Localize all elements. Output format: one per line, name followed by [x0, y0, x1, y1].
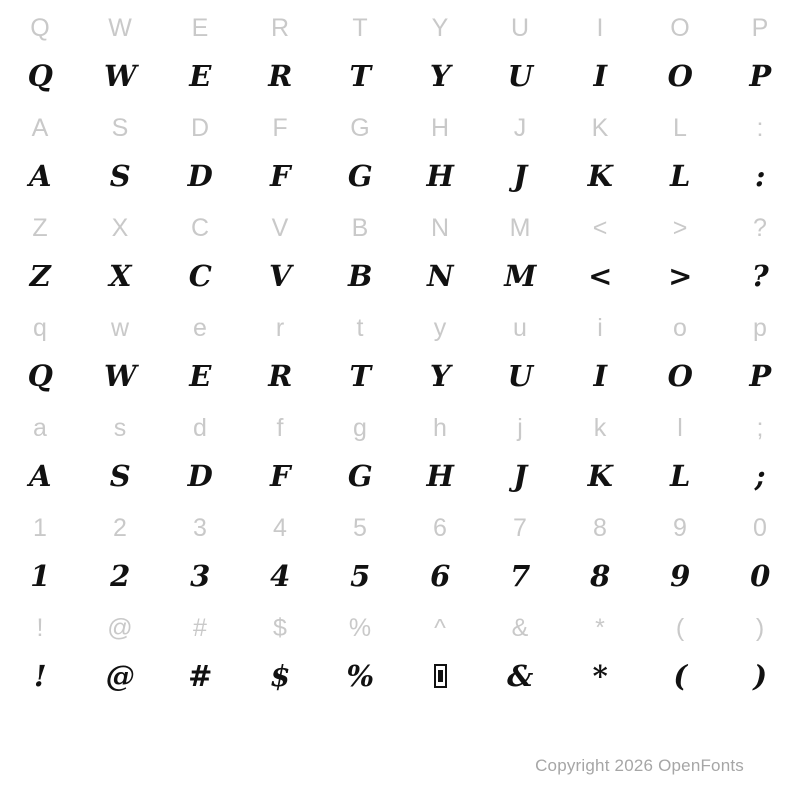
- reference-character: :: [756, 113, 764, 142]
- reference-character: N: [430, 213, 450, 242]
- glyph-character: 2: [110, 558, 130, 593]
- reference-character: J: [513, 113, 527, 142]
- glyph-character: <: [588, 258, 612, 293]
- glyph-character: 7: [510, 558, 530, 593]
- reference-character: t: [356, 313, 364, 342]
- reference-character: 2: [113, 513, 127, 542]
- reference-character: e: [193, 313, 207, 342]
- glyph-row-pair: [0, 104, 800, 200]
- glyph-character: Q: [27, 58, 53, 93]
- glyph-row-pair: [0, 304, 800, 400]
- glyph-character: Z: [29, 258, 51, 293]
- reference-character: C: [190, 213, 210, 242]
- reference-character: H: [430, 113, 450, 142]
- reference-character-row: [0, 304, 800, 352]
- glyph-character: Y: [429, 358, 451, 393]
- glyph-character: E: [189, 358, 211, 393]
- reference-character: j: [517, 413, 523, 442]
- reference-character: r: [275, 313, 285, 342]
- reference-character: G: [350, 113, 370, 142]
- reference-character: U: [510, 13, 530, 42]
- glyph-character: T: [349, 358, 371, 393]
- glyph-character: Y: [429, 58, 451, 93]
- glyph-character: $: [270, 658, 290, 693]
- glyph-character: I: [593, 58, 607, 93]
- reference-character: Q: [30, 13, 50, 42]
- reference-character: w: [110, 313, 130, 342]
- reference-character: a: [33, 413, 47, 442]
- reference-character: 7: [513, 513, 527, 542]
- reference-character: K: [591, 113, 609, 142]
- glyph-character: D: [187, 158, 213, 193]
- glyph-character: ): [753, 658, 767, 693]
- glyph-character: Q: [27, 358, 53, 393]
- reference-character: 4: [273, 513, 287, 542]
- copyright-notice: Copyright 2026 OpenFonts: [535, 756, 744, 775]
- glyph-character: :: [754, 158, 766, 193]
- reference-character: <: [592, 213, 608, 242]
- reference-character: k: [593, 413, 607, 442]
- reference-character: ?: [753, 213, 767, 242]
- reference-character: 1: [33, 513, 47, 542]
- glyph-character: ?: [751, 258, 769, 293]
- glyph-character: ;: [754, 458, 766, 493]
- glyph-character: 6: [430, 558, 450, 593]
- glyph-row-pair: [0, 504, 800, 600]
- reference-character: >: [672, 213, 688, 242]
- reference-character: 9: [673, 513, 687, 542]
- glyph-character: 5: [350, 558, 370, 593]
- glyph-character: P: [749, 58, 771, 93]
- glyph-character: G: [347, 458, 373, 493]
- reference-character: l: [677, 413, 683, 442]
- reference-character: !: [36, 613, 44, 642]
- glyph-character: 3: [190, 558, 210, 593]
- glyph-row-pair: [0, 404, 800, 500]
- reference-character: #: [193, 613, 207, 642]
- reference-character: D: [190, 113, 210, 142]
- reference-character: Z: [32, 213, 48, 242]
- glyph-character: X: [108, 258, 131, 293]
- glyph-character: 0: [750, 558, 770, 593]
- reference-character: S: [111, 113, 129, 142]
- glyph-character: S: [109, 458, 131, 493]
- glyph-character: A: [28, 458, 51, 493]
- glyph-character: O: [667, 58, 693, 93]
- glyph-character: %: [346, 658, 374, 693]
- glyph-character: O: [667, 358, 693, 393]
- reference-character: u: [513, 313, 527, 342]
- reference-character: B: [351, 213, 369, 242]
- reference-character: @: [107, 613, 133, 642]
- reference-character: M: [509, 213, 531, 242]
- glyph-character: U: [507, 358, 533, 393]
- reference-character-row: [0, 504, 800, 552]
- glyph-character: F: [269, 458, 291, 493]
- glyph-character: 9: [670, 558, 690, 593]
- notdef-box-icon: [400, 652, 480, 700]
- glyph-character: E: [189, 58, 211, 93]
- glyph-character: #: [188, 658, 212, 693]
- glyph-character: B: [347, 258, 372, 293]
- reference-character: 3: [193, 513, 207, 542]
- reference-character: P: [751, 13, 769, 42]
- glyph-character: V: [268, 258, 291, 293]
- glyph-character-row: [0, 352, 800, 400]
- reference-character: W: [108, 13, 132, 42]
- glyph-character: >: [668, 258, 692, 293]
- glyph-character: 1: [30, 558, 50, 593]
- glyph-character: K: [587, 458, 613, 493]
- reference-character-row: [0, 204, 800, 252]
- glyph-row-pair: [0, 4, 800, 100]
- glyph-row-pair: [0, 204, 800, 300]
- glyph-character-row: [0, 552, 800, 600]
- reference-character: o: [673, 313, 687, 342]
- reference-character: $: [273, 613, 287, 642]
- glyph-character: 4: [270, 558, 290, 593]
- glyph-character-row: [0, 652, 800, 700]
- glyph-character: *: [592, 658, 608, 693]
- reference-character-row: [0, 4, 800, 52]
- reference-character: y: [433, 313, 447, 342]
- reference-character: L: [673, 113, 687, 142]
- glyph-character: F: [269, 158, 291, 193]
- reference-character: Y: [431, 13, 449, 42]
- reference-character: *: [595, 613, 605, 642]
- reference-character: R: [270, 13, 290, 42]
- glyph-character: W: [103, 58, 137, 93]
- reference-character: ;: [756, 413, 764, 442]
- glyph-row-pair: [0, 604, 800, 700]
- reference-character: h: [433, 413, 447, 442]
- reference-character: i: [597, 313, 603, 342]
- reference-character: E: [191, 13, 209, 42]
- glyph-character: H: [426, 458, 454, 493]
- reference-character: q: [33, 313, 47, 342]
- reference-character-row: [0, 604, 800, 652]
- glyph-character: L: [670, 158, 690, 193]
- glyph-character: G: [347, 158, 373, 193]
- reference-character: V: [271, 213, 289, 242]
- reference-character-row: [0, 104, 800, 152]
- glyph-character: R: [268, 58, 292, 93]
- glyph-character: S: [109, 158, 131, 193]
- glyph-character: H: [426, 158, 454, 193]
- glyph-character: T: [349, 58, 371, 93]
- glyph-character: P: [749, 358, 771, 393]
- reference-character: p: [753, 313, 767, 342]
- reference-character: d: [193, 413, 207, 442]
- glyph-character-row: [0, 252, 800, 300]
- reference-character: f: [276, 413, 284, 442]
- glyph-character: M: [504, 258, 536, 293]
- glyph-character: &: [507, 658, 533, 693]
- glyph-character-row: [0, 452, 800, 500]
- reference-character: I: [596, 13, 604, 42]
- glyph-character: J: [513, 458, 527, 493]
- glyph-character: !: [33, 658, 47, 693]
- reference-character: 0: [753, 513, 767, 542]
- glyph-character: A: [28, 158, 51, 193]
- glyph-character-row: [0, 52, 800, 100]
- reference-character: O: [670, 13, 690, 42]
- reference-character: s: [113, 413, 127, 442]
- reference-character: 8: [593, 513, 607, 542]
- reference-character: g: [353, 413, 367, 442]
- reference-character: (: [675, 613, 685, 642]
- glyph-character: N: [426, 258, 453, 293]
- reference-character: T: [352, 13, 368, 42]
- glyph-character: C: [188, 258, 212, 293]
- reference-character: A: [31, 113, 49, 142]
- glyph-character: R: [268, 358, 292, 393]
- glyph-character: U: [507, 58, 533, 93]
- glyph-character: @: [105, 658, 135, 693]
- reference-character: 6: [433, 513, 447, 542]
- reference-character: ): [755, 613, 765, 642]
- glyph-character-row: [0, 152, 800, 200]
- reference-character: &: [511, 613, 529, 642]
- reference-character: 5: [353, 513, 367, 542]
- reference-character: X: [111, 213, 129, 242]
- glyph-character: W: [103, 358, 137, 393]
- glyph-character: (: [673, 658, 687, 693]
- reference-character: %: [348, 613, 372, 642]
- glyph-character: K: [587, 158, 613, 193]
- glyph-character: 8: [590, 558, 610, 593]
- glyph-character: L: [670, 458, 690, 493]
- reference-character: F: [272, 113, 288, 142]
- glyph-character: D: [187, 458, 213, 493]
- glyph-character: I: [593, 358, 607, 393]
- reference-character-row: [0, 404, 800, 452]
- glyph-character: J: [513, 158, 527, 193]
- reference-character: ^: [434, 613, 446, 642]
